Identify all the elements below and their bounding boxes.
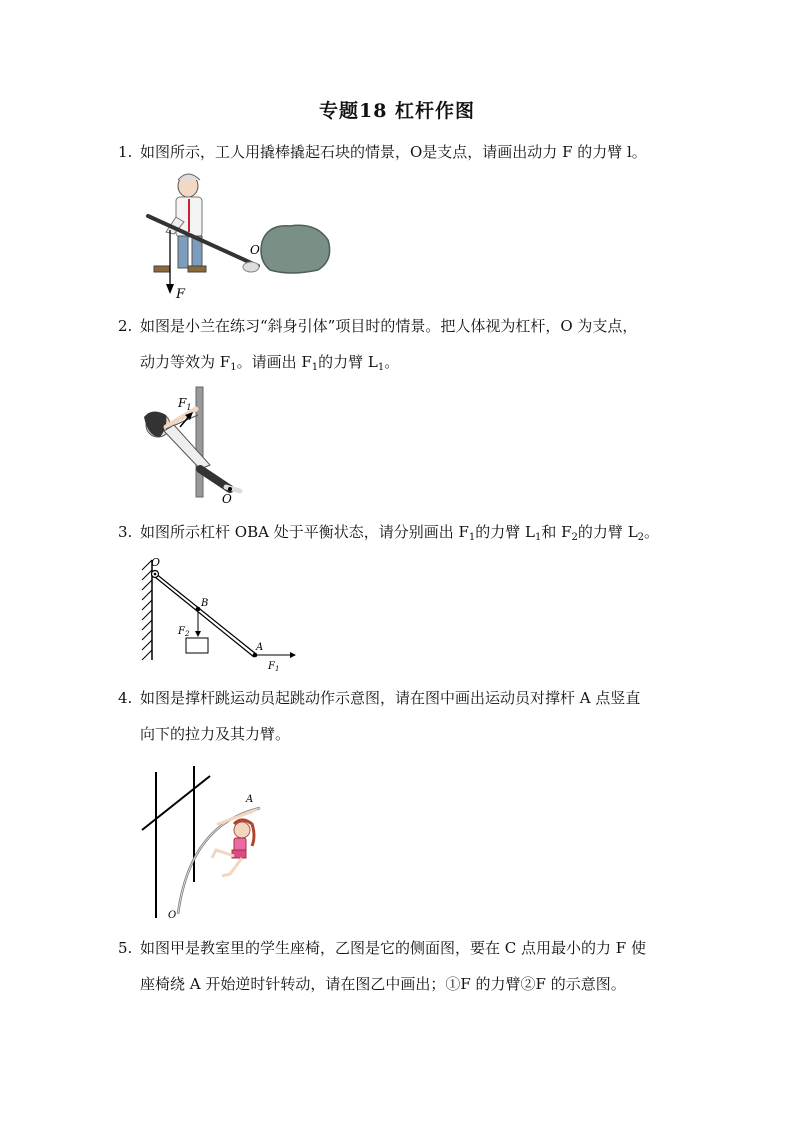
question-text-continued: 座椅绕 A 开始逆时针转动，请在图乙中画出；①F 的力臂②F 的示意图。 xyxy=(140,975,626,993)
question-text: 如图是撑杆跳运动员起跳动作示意图，请在图中画出运动员对撑杆 A 点竖直 xyxy=(140,689,641,707)
question-number: 5. xyxy=(118,939,133,957)
question-5 xyxy=(118,930,708,1002)
question-3 xyxy=(118,514,708,550)
athlete-illustration xyxy=(212,810,256,876)
question-text-continued: 向下的拉力及其力臂。 xyxy=(140,725,291,743)
question-number: 4. xyxy=(118,689,133,707)
boulder xyxy=(261,225,330,273)
label-f2: $F_2$ xyxy=(178,626,190,638)
question-4 xyxy=(118,680,708,752)
question-text: 如图所示杠杆 OBA 处于平衡状态，请分别画出 $F_1$的力臂 $L_1$和 $F_2$的力臂 $L_2$。 xyxy=(140,523,660,543)
question-text: 如图是小兰在练习“斜身引体”项目时的情景。把人体视为杠杆，O 为支点， xyxy=(140,317,638,335)
pivot-label: O xyxy=(222,492,232,505)
label-f1: $F_1$ xyxy=(268,661,280,673)
figure-crowbar xyxy=(140,172,340,302)
question-text: 如图所示，工人用撬棒撬起石块的情景，O是支点，请画出动力 F 的力臂 l。 xyxy=(140,143,647,161)
pole xyxy=(196,387,203,497)
label-a: A xyxy=(246,794,254,805)
figure-inclined-pullup xyxy=(138,385,258,505)
page-title: 专题18 杠杆作图 xyxy=(318,100,476,122)
point-b xyxy=(196,607,201,612)
question-text-continued: 动力等效为 $F_1$。请画出 $F_1$的力臂 $L_1$。 xyxy=(140,353,400,373)
fulcrum-rock xyxy=(243,262,259,272)
crowbar xyxy=(148,216,258,266)
label-o: O xyxy=(151,556,161,569)
question-2 xyxy=(118,308,708,380)
force-label: $F_1$ xyxy=(178,396,192,412)
question-number: 2. xyxy=(118,317,133,335)
question-number: 3. xyxy=(118,523,133,541)
question-text: 如图甲是教室里的学生座椅，乙图是它的侧面图，要在 C 点用最小的力 F 使 xyxy=(140,939,646,957)
figure-pole-vault xyxy=(138,764,278,924)
figure-lever-oba xyxy=(138,556,298,676)
force-label: F xyxy=(176,287,186,302)
pivot-label: O xyxy=(250,243,260,257)
label-o: O xyxy=(168,910,177,921)
question-number: 1. xyxy=(118,143,133,161)
crossbar xyxy=(142,776,210,830)
girl-illustration xyxy=(144,409,240,491)
label-a: A xyxy=(256,642,264,653)
question-1 xyxy=(118,134,708,170)
weight-box xyxy=(186,638,208,653)
label-b: B xyxy=(201,598,209,609)
